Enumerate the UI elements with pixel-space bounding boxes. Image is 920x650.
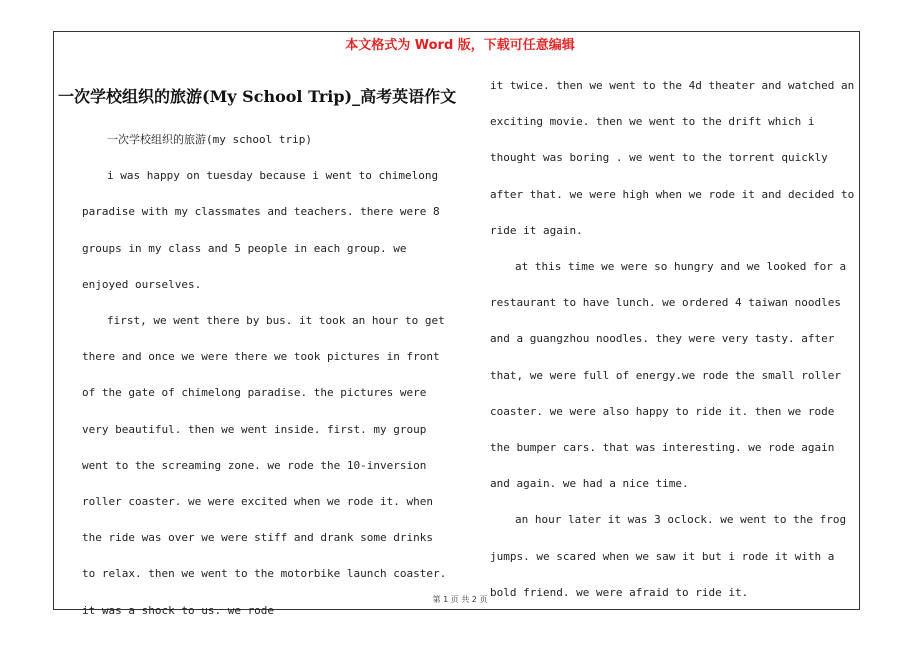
paragraph: an hour later it was 3 oclock. we went to the frog jumps. we scared when we saw it but i rode it with a bold friend. we were afraid to ride it. — [490, 513, 847, 599]
subtitle-paragraph: 一次学校组织的旅游(my school trip) — [107, 133, 312, 146]
paragraph: first, we went there by bus. it took an hour to get there and once we were there we took pictures in front of the gate of chimelong paradise. the pictures were very beautiful. then we went inside. first. my group went to the screaming zone. we rode the 10-inversion roller coaster. we were excited when we rode it. when the ride was over we were stiff and drank some drinks to relax. then we went to the motorbike launch coaster. it was a shock to us. we rode — [82, 314, 447, 617]
page-number: 第 1 页 共 2 页 — [432, 595, 488, 604]
document-title: 一次学校组织的旅游(My School Trip)_高考英语作文 — [58, 87, 457, 106]
left-column — [82, 122, 452, 629]
paragraph: at this time we were so hungry and we looked for a restaurant to have lunch. we ordered 4 taiwan noodles and a guangzhou noodles. they were very tasty. after that, we were full of energy.we rode the small roller coaster. we were also happy to ride it. then we rode the bumper cars. that was interesting. we rode again and again. we had a nice time. — [490, 260, 847, 491]
right-column — [490, 68, 860, 611]
paragraph: i was happy on tuesday because i went to chimelong paradise with my classmates and teachers. there were 8 groups in my class and 5 people in each group. we enjoyed ourselves. — [82, 169, 440, 291]
format-banner: 本文格式为 Word 版，下载可任意编辑 — [345, 38, 575, 53]
paragraph-continued: it twice. then we went to the 4d theater and watched an exciting movie. then we went to the drift which i thought was boring . we went to the torrent quickly after that. we were high when we rode it and decided to ride it again. — [490, 79, 855, 237]
